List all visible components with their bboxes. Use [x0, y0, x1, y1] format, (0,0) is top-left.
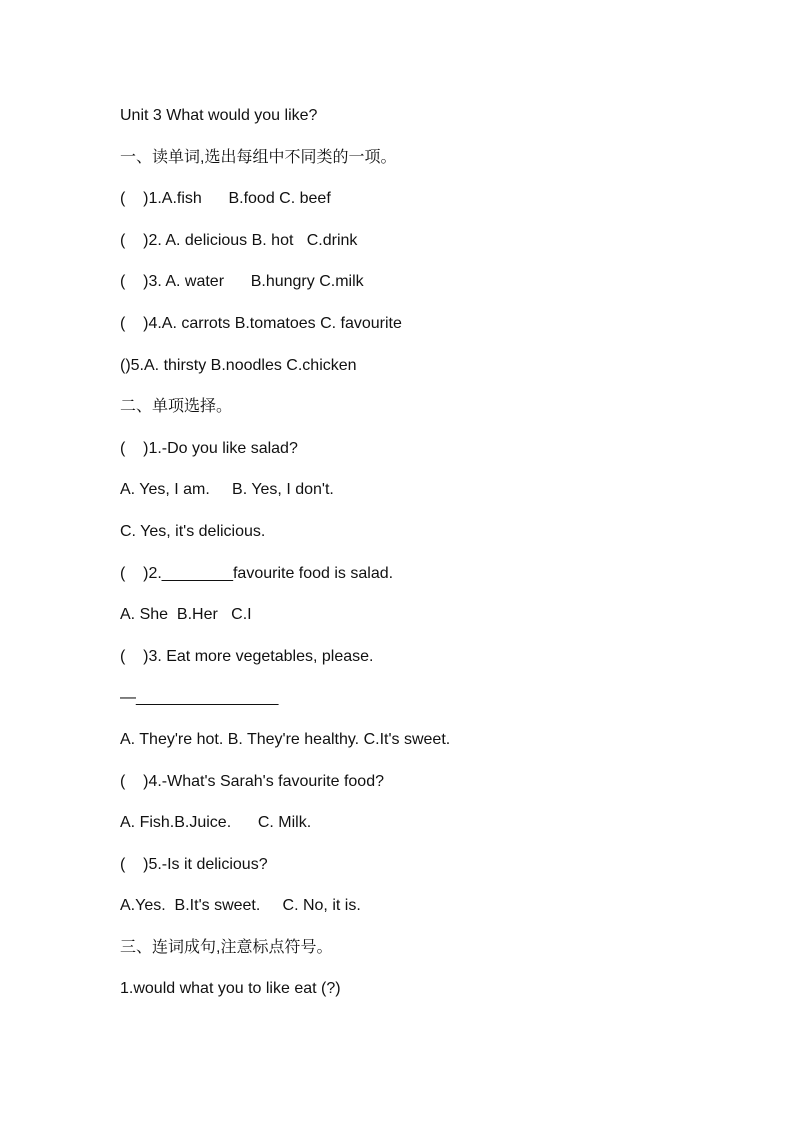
section-2-question-3: ( )3. Eat more vegetables, please. [120, 647, 374, 665]
section-2-question-5-options: A.Yes. B.It's sweet. C. No, it is. [120, 897, 361, 915]
section-2-question-3-options: A. They're hot. B. They're healthy. C.It's sweet. [120, 730, 451, 748]
section-2-question-1: ( )1.-Do you like salad? [120, 439, 298, 457]
section-3-heading: 三、连词成句,注意标点符号。 [120, 938, 333, 956]
section-2-question-5: ( )5.-Is it delicious? [120, 855, 268, 873]
worksheet-title: Unit 3 What would you like? [120, 107, 318, 124]
section-2-question-2: ( )2.________favourite food is salad. [120, 564, 394, 582]
section-3-question-1: 1.would what you to like eat (?) [120, 980, 341, 998]
section-1-item-5: ()5.A. thirsty B.noodles C.chicken [120, 356, 357, 374]
section-2-question-2-options: A. She B.Her C.I [120, 606, 252, 624]
section-1-item-4: ( )4.A. carrots B.tomatoes C. favourite [120, 314, 402, 332]
section-2-question-1-option-c: C. Yes, it's delicious. [120, 522, 266, 540]
section-1-heading: 一、读单词,选出每组中不同类的一项。 [120, 148, 397, 166]
section-1-item-2: ( )2. A. delicious B. hot C.drink [120, 231, 358, 249]
section-2-question-1-options-ab: A. Yes, I am. B. Yes, I don't. [120, 481, 334, 499]
worksheet-page [120, 104, 760, 1019]
section-2-question-3-answer-blank: —________________ [120, 689, 279, 707]
section-1-item-1: ( )1.A.fish B.food C. beef [120, 190, 331, 208]
section-1-item-3: ( )3. A. water B.hungry C.milk [120, 273, 364, 291]
section-2-heading: 二、单项选择。 [120, 398, 233, 416]
section-2-question-4-options: A. Fish.B.Juice. C. Milk. [120, 814, 312, 832]
section-2-question-4: ( )4.-What's Sarah's favourite food? [120, 772, 384, 790]
